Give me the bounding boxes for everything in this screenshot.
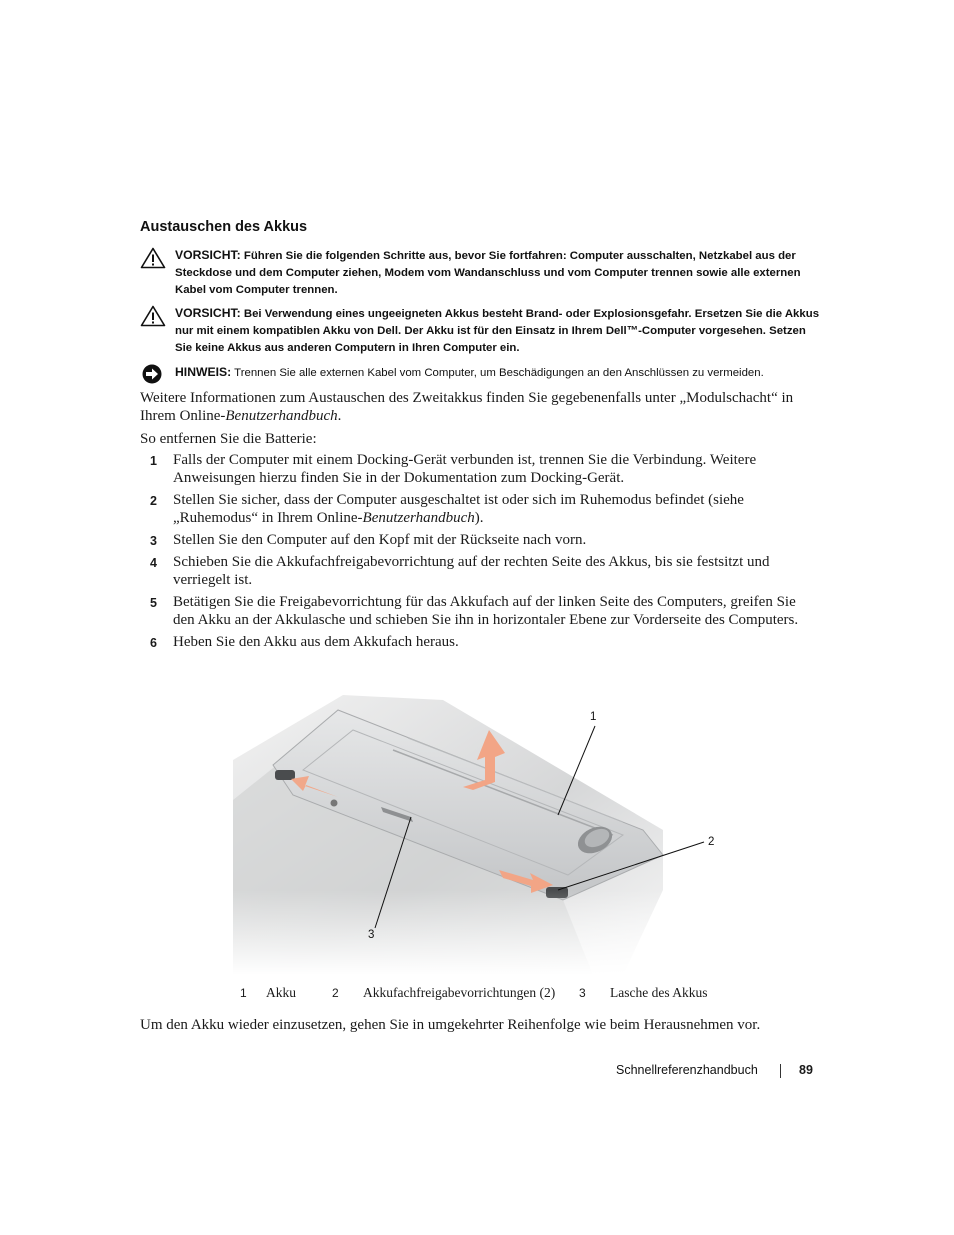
list-item	[140, 491, 820, 527]
footer-divider	[780, 1064, 781, 1078]
step-number: 2	[150, 494, 157, 508]
warning-triangle-icon	[140, 247, 166, 269]
battery-illustration-svg	[233, 690, 733, 975]
list-item	[140, 451, 820, 487]
callout-3: 3	[368, 929, 375, 941]
hint-notice	[140, 364, 820, 382]
legend-label: Akkufachfreigabevorrichtungen (2)	[363, 985, 556, 1000]
intro-text: Weitere Informationen zum Austauschen des Zweitakkus finden Sie gegebenenfalls unter „Modulschacht“ in Ihrem Online-	[140, 390, 794, 424]
caution-label: VORSICHT:	[175, 248, 241, 262]
page-number: 89	[799, 1063, 813, 1077]
legend-number: 2	[332, 986, 339, 1000]
battery-removal-illustration	[233, 690, 733, 975]
step-text: Stellen Sie sicher, dass der Computer ausgeschaltet ist oder sich im Ruhemodus befindet (siehe „Ruhemodus“ in Ihrem Online-	[173, 492, 744, 526]
footer-title: Schnellreferenzhandbuch	[616, 1063, 758, 1077]
callout-2: 2	[708, 836, 715, 848]
step-text: Falls der Computer mit einem Docking-Gerät verbunden ist, trennen Sie die Verbindung. Weitere Anweisungen hierzu finden Sie in der Dokumentation zum Docking-Gerät.	[173, 452, 757, 486]
intro-text-end: .	[337, 408, 342, 424]
caution-notice-1	[140, 247, 820, 299]
caution-text: Bei Verwendung eines ungeeigneten Akkus besteht Brand- oder Explosionsgefahr. Ersetzen Sie die Akkus nur mit einem kompatiblen Akku von Dell. Der Akku ist für den Einsatz in Ihrem Dell™-Computer vorgesehen. Setzen Sie keine Akkus aus anderen Computern in Ihren Computer ein.	[175, 308, 820, 354]
step-text: Stellen Sie den Computer auf den Kopf mit der Rückseite nach vorn.	[173, 532, 587, 548]
legend-number: 1	[240, 986, 247, 1000]
release-latch-left	[275, 770, 295, 780]
section-heading: Austauschen des Akkus	[140, 219, 308, 235]
steps-list	[140, 451, 820, 655]
caution-label: VORSICHT:	[175, 306, 241, 320]
hint-text: Trennen Sie alle externen Kabel vom Computer, um Beschädigungen an den Anschlüssen zu vermeiden.	[234, 367, 764, 379]
step-number: 5	[150, 596, 157, 610]
list-item	[140, 633, 820, 651]
hint-label: HINWEIS:	[175, 365, 232, 379]
callout-1: 1	[590, 711, 597, 723]
list-item	[140, 531, 820, 549]
legend-label: Lasche des Akkus	[610, 985, 708, 1000]
intro-italic: Benutzerhandbuch	[225, 408, 338, 424]
step-number: 6	[150, 636, 157, 650]
closing-paragraph: Um den Akku wieder einzusetzen, gehen Sie in umgekehrter Reihenfolge wie beim Herausnehmen vor.	[140, 1017, 761, 1033]
step-number: 4	[150, 556, 157, 570]
intro-paragraph	[140, 389, 820, 425]
step-text: Heben Sie den Akku aus dem Akkufach heraus.	[173, 634, 459, 650]
warning-triangle-icon	[140, 305, 166, 327]
legend-label: Akku	[266, 985, 296, 1000]
notice-arrow-icon	[140, 364, 166, 386]
list-item	[140, 593, 820, 629]
caution-notice-2	[140, 305, 820, 357]
step-number: 1	[150, 454, 157, 468]
list-item	[140, 553, 820, 589]
legend-number: 3	[579, 986, 586, 1000]
step-text-end: ).	[474, 510, 484, 526]
step-italic: Benutzerhandbuch	[362, 510, 475, 526]
step-text: Betätigen Sie die Freigabevorrichtung für das Akkufach auf der linken Seite des Computers, greifen Sie den Akku an der Akkulasche und schieben Sie ihn in horizontaler Ebene zur Vorderseite des Computers.	[173, 594, 799, 628]
caution-text: Führen Sie die folgenden Schritte aus, bevor Sie fortfahren: Computer ausschalten, Netzkabel aus der Steckdose und dem Computer ziehen, Modem vom Wandanschluss und vom Computer trennen sowie alle externen Kabel vom Computer trennen.	[175, 250, 801, 296]
step-number: 3	[150, 534, 157, 548]
remove-intro: So entfernen Sie die Batterie:	[140, 431, 317, 447]
step-text: Schieben Sie die Akkufachfreigabevorrichtung auf der rechten Seite des Akkus, bis sie festsitzt und verriegelt ist.	[173, 554, 770, 588]
